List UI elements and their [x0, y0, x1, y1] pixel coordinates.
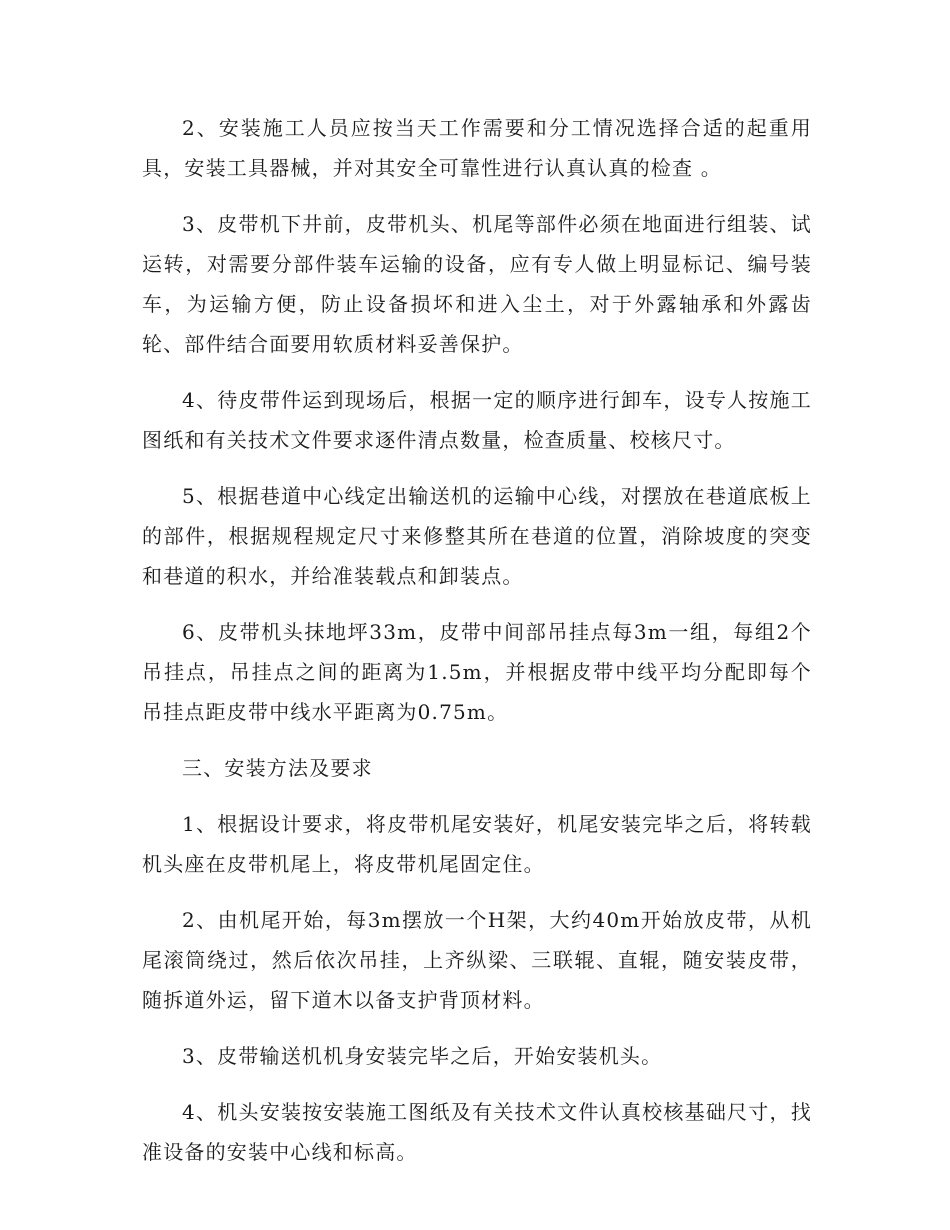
paragraph-method-1-tail: 1、根据设计要求，将皮带机尾安装好，机尾安装完毕之后，将转载机头座在皮带机尾上，将皮带机尾固定住。 [142, 812, 812, 876]
paragraph-method-3-head: 3、皮带输送机机身安装完毕之后，开始安装机头。 [182, 1044, 663, 1068]
paragraph-item-6-hanging-points: 6、皮带机头抹地坪33m，皮带中间部吊挂点每3m一组，每组2个吊挂点，吊挂点之间的距离为1.5m，并根据皮带中线平均分配即每个吊挂点距皮带中线水平距离为0.75m。 [142, 620, 812, 724]
paragraph-item-3-pre-assembly: 3、皮带机下井前，皮带机头、机尾等部件必须在地面进行组装、试运转，对需要分部件装车运输的设备，应有专人做上明显标记、编号装车，为运输方便，防止设备损坏和进入尘土，对于外露轴承和外露齿轮、部件结合面要用软质材料妥善保护。 [142, 212, 812, 356]
paragraph-item-4-unloading: 4、待皮带件运到现场后，根据一定的顺序进行卸车，设专人按施工图纸和有关技术文件要求逐件清点数量，检查质量、校核尺寸。 [142, 388, 812, 452]
paragraph-method-2-h-frame: 2、由机尾开始，每3m摆放一个H架，大约40m开始放皮带，从机尾滚筒绕过，然后依次吊挂，上齐纵梁、三联辊、直辊，随安装皮带，随拆道外运，留下道木以备支护背顶材料。 [142, 908, 812, 1012]
document-page [142, 108, 812, 1172]
paragraph-item-5-center-line: 5、根据巷道中心线定出输送机的运输中心线，对摆放在巷道底板上的部件，根据规程规定尺寸来修整其所在巷道的位置，消除坡度的突变和巷道的积水，并给准装载点和卸装点。 [142, 484, 812, 588]
paragraph-item-2-lifting-tools: 2、安装施工人员应按当天工作需要和分工情况选择合适的起重用具，安装工具器械，并对其安全可靠性进行认真认真的检查 。 [142, 116, 812, 180]
section-heading-install-method: 三、安装方法及要求 [182, 756, 373, 780]
paragraph-method-4-head-install: 4、机头安装按安装施工图纸及有关技术文件认真校核基础尺寸，找准设备的安装中心线和标高。 [142, 1100, 812, 1164]
